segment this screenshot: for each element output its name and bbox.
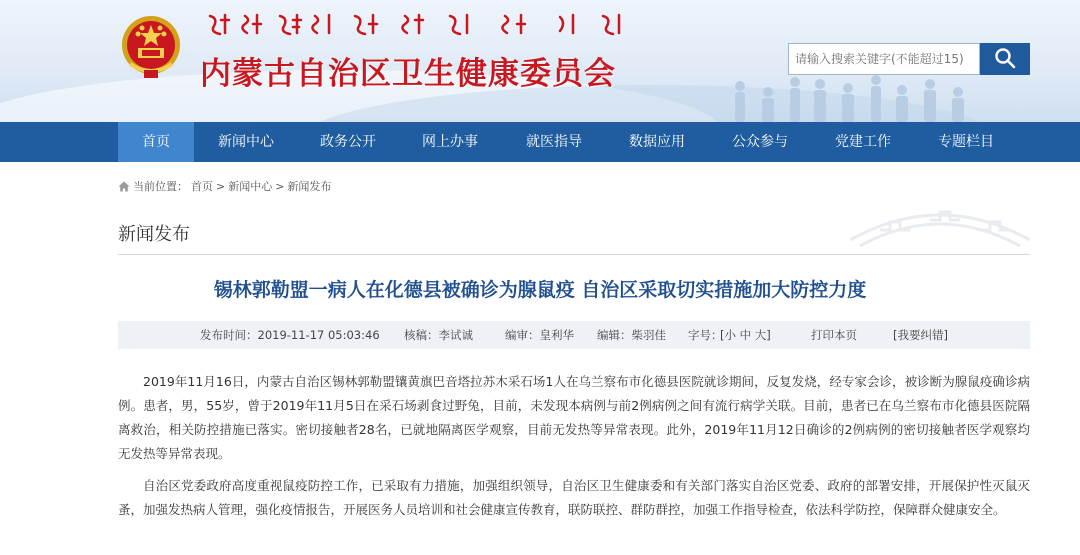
section-title: 新闻发布 [118, 224, 190, 245]
people-silhouette-decoration [720, 72, 980, 122]
nav-item-party-building[interactable]: 党建工作 [835, 134, 891, 150]
breadcrumb-item-home[interactable]: 首页 [191, 180, 213, 193]
nav-item-news-center[interactable]: 新闻中心 [218, 134, 274, 150]
publish-time: 发布时间：2019-11-17 05:03:46 [200, 328, 380, 342]
breadcrumb-item-news-release[interactable]: 新闻发布 [287, 180, 332, 193]
breadcrumb-prefix: 当前位置： [133, 180, 188, 193]
article-paragraph: 自治区党委政府高度重视鼠疫防控工作，已采取有力措施，加强组织领导，自治区卫生健康委和有关部门落实自治区党委、政府的部署安排，开展保护性灭鼠灭蚤，加强发热病人管理，强化疫情报告，开展医务人员培训和社会健康宣传教育，联防联控、群防群控，加强工作指导检查，依法科学防控，保障群众健康安全。 [118, 478, 1030, 517]
article-paragraph: 2019年11月16日，内蒙古自治区锡林郭勒盟镶黄旗巴音塔拉苏木采石场1人在乌兰察布市化德县医院就诊期间，反复发烧，经专家会诊，被诊断为腺鼠疫确诊病例。患者，男，55岁，曾于2019年11月5日在采石场剥食过野兔，目前，未发现本病例与前2例病例之间有流行病学关联。目前，患者已在乌兰察布市化德县医院隔离救治，相关防控措施已落实。密切接触者28名，已就地隔离医学观察，目前无发热等异常表现。此外，2019年11月12日确诊的2例病例的密切接触者医学观察均无发热等异常表现。 [118, 374, 1030, 461]
nav-item-public-participation[interactable]: 公众参与 [732, 134, 788, 150]
search-icon [994, 47, 1016, 69]
nav-item-home[interactable]: 首页 [118, 122, 194, 162]
site-header [0, 0, 1080, 122]
breadcrumb-item-news-center[interactable]: 新闻中心 [228, 180, 273, 193]
home-icon [118, 181, 130, 192]
nav-item-special-topics[interactable]: 专题栏目 [938, 134, 994, 150]
search-input[interactable] [788, 43, 980, 75]
font-size-options[interactable]: [小 中 大] [720, 328, 771, 342]
nav-item-data-applications[interactable]: 数据应用 [629, 134, 685, 150]
breadcrumb-separator: > [275, 179, 285, 193]
print-link[interactable]: 打印本页 [811, 328, 857, 342]
site-title: 内蒙古自治区卫生健康委员会 [200, 56, 616, 92]
mongolian-script-logo [205, 12, 625, 36]
report-error-link[interactable]: [我要纠错] [893, 328, 948, 342]
editor: 编审：皇利华 [505, 328, 574, 342]
nav-item-medical-guidance[interactable]: 就医指导 [526, 134, 582, 150]
article-meta-bar [118, 321, 1030, 349]
search-button[interactable] [980, 43, 1030, 75]
decorative-ornament [850, 200, 1030, 250]
nav-item-online-services[interactable]: 网上办事 [422, 134, 478, 150]
main-nav [0, 122, 1080, 162]
breadcrumb [118, 177, 331, 195]
reviewer: 核稿：李试诚 [404, 328, 473, 342]
article-title: 锡林郭勒盟一病人在化德县被确诊为腺鼠疫 自治区采取切实措施加大防控力度 [213, 279, 867, 301]
compiler: 编辑：柴羽佳 [597, 328, 666, 342]
national-emblem-icon [120, 14, 182, 80]
section-divider [118, 254, 1030, 255]
font-size-label: 字号： [688, 328, 723, 342]
nav-item-government-affairs[interactable]: 政务公开 [320, 134, 376, 150]
breadcrumb-separator: > [216, 179, 226, 193]
